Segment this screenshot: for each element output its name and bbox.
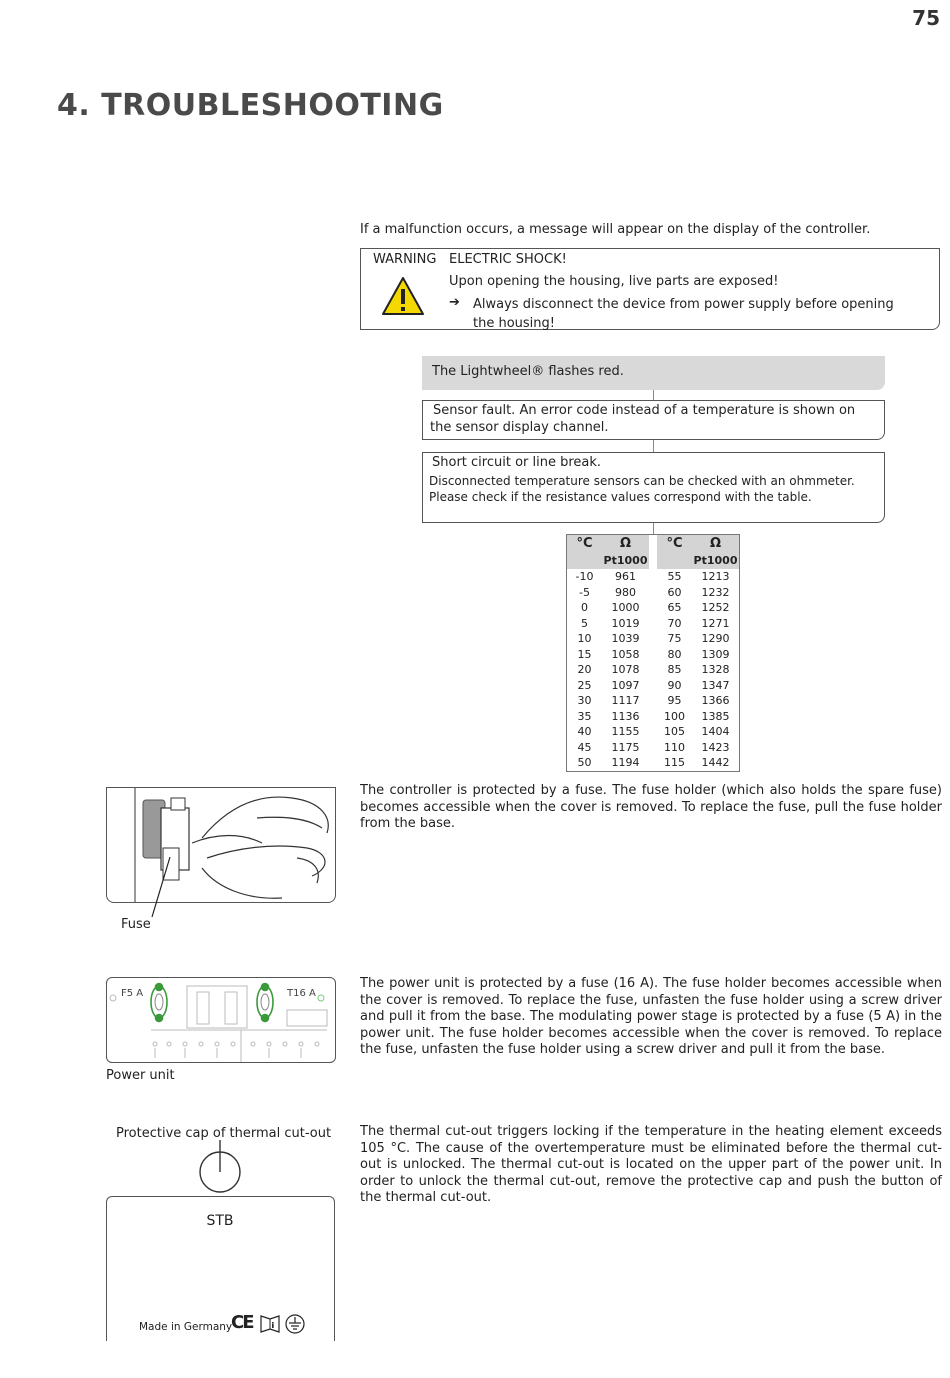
resistance-cell: 1155 [611, 725, 640, 739]
resistance-cell: 980 [615, 585, 636, 599]
intro-text: If a malfunction occurs, a message will appear on the display of the controller. [360, 222, 871, 237]
gap-cell [649, 631, 657, 647]
temperature-cell: 5 [581, 616, 588, 630]
resistance-cell: 1328 [701, 663, 730, 677]
gap-cell [649, 740, 657, 756]
resistance-cell: 1271 [701, 616, 730, 630]
power-unit-caption: Power unit [106, 1068, 175, 1083]
resistance-cell: 1000 [611, 601, 640, 615]
fuse-text: The controller is protected by a fuse. The fuse holder (which also holds the spare fuse) becomes accessible when the cover is removed. To replace the fuse, pull the fuse holder from the base. [360, 783, 942, 831]
resistance-cell: 1347 [701, 678, 730, 692]
resistance-cell: 1404 [701, 725, 730, 739]
fuse-caption: Fuse [121, 917, 151, 932]
power-unit-text: The power unit is protected by a fuse (16 A). The fuse holder becomes accessible when the cover is removed. To replace the fuse, unfasten the fuse holder using a screw driver and pull it from the base. The modulating power stage is protected by a fuse (5 A) in the power unit. The fuse holder becomes accessible when the cover is removed. To replace the fuse, unfasten the fuse holder using a screw driver and pull it from the base. [360, 976, 942, 1057]
table-row [567, 678, 739, 694]
header-pt1000: Pt1000 [603, 554, 648, 567]
resistance-cell: 1117 [611, 694, 640, 708]
temperature-cell: 115 [664, 756, 685, 770]
flow-connector [653, 523, 654, 534]
header-ohm: Ω [692, 535, 739, 552]
resistance-cell: 1213 [701, 570, 730, 584]
gap-cell [649, 693, 657, 709]
temperature-cell: 95 [667, 694, 682, 708]
resistance-cell: 1423 [701, 740, 730, 754]
flow-step3-text: Disconnected temperature sensors can be checked with an ohmmeter. Please check if the resistance values correspond with the table. [429, 474, 855, 504]
flow-connector [653, 390, 654, 400]
table-row [567, 585, 739, 601]
table-row [567, 616, 739, 632]
temperature-cell: -10 [575, 570, 594, 584]
stb-label: STB [206, 1213, 234, 1229]
header-celsius: °C [657, 535, 692, 552]
resistance-cell: 1136 [611, 709, 640, 723]
temperature-cell: 65 [667, 601, 682, 615]
table-row [567, 724, 739, 740]
gap-cell [649, 709, 657, 725]
resistance-cell: 1290 [701, 632, 730, 646]
temperature-cell: 60 [667, 585, 682, 599]
resistance-cell: 961 [615, 570, 636, 584]
temperature-cell: 55 [667, 570, 682, 584]
header-celsius: °C [567, 535, 602, 552]
temperature-cell: 75 [667, 632, 682, 646]
gap-cell [649, 662, 657, 678]
gap-cell [649, 647, 657, 663]
resistance-cell: 1232 [701, 585, 730, 599]
temperature-cell: 15 [577, 647, 592, 661]
flow-connector [653, 440, 654, 452]
resistance-cell: 1385 [701, 709, 730, 723]
table-row [567, 755, 739, 771]
made-in-germany: Made in Germany [139, 1321, 233, 1333]
f5a-label: F5 A [121, 988, 144, 999]
fuse-holder-hand-drawing [107, 788, 336, 903]
temperature-cell: 35 [577, 709, 592, 723]
resistance-cell: 1366 [701, 694, 730, 708]
resistance-cell: 1039 [611, 632, 640, 646]
temperature-cell: 105 [664, 725, 685, 739]
page-title: 4. TROUBLESHOOTING [57, 88, 444, 123]
header-ohm: Ω [602, 535, 649, 552]
temperature-cell: -5 [579, 585, 590, 599]
table-row [567, 569, 739, 585]
table-row [567, 709, 739, 725]
resistance-table-frame [566, 534, 740, 772]
flow-step2-text: Sensor fault. An error code instead of a temperature is shown on the sensor display channel. [430, 403, 856, 435]
temperature-cell: 100 [664, 709, 685, 723]
resistance-cell: 1019 [611, 616, 640, 630]
stb-housing [106, 1196, 335, 1341]
temperature-cell: 50 [577, 756, 592, 770]
flow-step1-text: The Lightwheel® flashes red. [432, 364, 624, 379]
gap-cell [649, 616, 657, 632]
gap-cell [649, 678, 657, 694]
flow-step-short-circuit [422, 452, 885, 523]
t16a-label: T16 A [287, 988, 316, 999]
temperature-cell: 110 [664, 740, 685, 754]
resistance-cell: 1252 [701, 601, 730, 615]
temperature-cell: 0 [581, 601, 588, 615]
flow-step3-title: Short circuit or line break. [432, 455, 602, 470]
gap-cell [649, 600, 657, 616]
arrow-right-icon: ➔ [449, 295, 460, 310]
thermal-cap-drawing [196, 1138, 246, 1198]
flow-step-sensor-fault [422, 400, 885, 440]
resistance-table [567, 535, 739, 771]
power-unit-illustration [106, 977, 336, 1063]
resistance-cell: 1194 [611, 756, 640, 770]
table-row [567, 631, 739, 647]
warning-title: ELECTRIC SHOCK! [449, 252, 567, 267]
gap-cell [649, 755, 657, 771]
resistance-cell: 1175 [611, 740, 640, 754]
header-pt1000: Pt1000 [693, 554, 738, 567]
temperature-cell: 80 [667, 647, 682, 661]
temperature-cell: 20 [577, 663, 592, 677]
resistance-cell: 1058 [611, 647, 640, 661]
ce-mark-icon: CE [231, 1312, 253, 1333]
resistance-cell: 1097 [611, 678, 640, 692]
table-row [567, 662, 739, 678]
fuse-illustration [106, 787, 336, 903]
thermal-text: The thermal cut-out triggers locking if the temperature in the heating element exceeds 105 °C. The cause of the overtemperature must be eliminated before the thermal cut-out is unlocked. The thermal cut-out is located on the upper part of the power unit. In order to unlock the thermal cut-out, remove the protective cap and push the button of the thermal cut-out. [360, 1124, 942, 1205]
temperature-cell: 30 [577, 694, 592, 708]
temperature-cell: 85 [667, 663, 682, 677]
gap-cell [649, 585, 657, 601]
svg-text:i: i [271, 1321, 275, 1330]
fuse-pointer-line [148, 855, 178, 920]
table-row [567, 647, 739, 663]
resistance-cell: 1442 [701, 756, 730, 770]
table-row [567, 600, 739, 616]
warning-label: WARNING [373, 252, 437, 267]
page-number: 75 [912, 6, 940, 30]
gap-cell [649, 724, 657, 740]
temperature-cell: 10 [577, 632, 592, 646]
temperature-cell: 70 [667, 616, 682, 630]
temperature-cell: 45 [577, 740, 592, 754]
warning-triangle-icon [381, 276, 425, 316]
warning-box [360, 248, 940, 330]
manual-and-ground-icons [259, 1313, 309, 1335]
temperature-cell: 90 [667, 678, 682, 692]
table-row [567, 693, 739, 709]
flow-step-lightwheel [422, 356, 885, 390]
temperature-cell: 40 [577, 725, 592, 739]
warning-action: Always disconnect the device from power supply before opening the housing! [473, 297, 894, 331]
gap-cell [649, 569, 657, 585]
warning-line1: Upon opening the housing, live parts are exposed! [449, 274, 779, 289]
table-row [567, 740, 739, 756]
thermal-caption: Protective cap of thermal cut-out [116, 1126, 332, 1141]
resistance-cell: 1309 [701, 647, 730, 661]
temperature-cell: 25 [577, 678, 592, 692]
resistance-cell: 1078 [611, 663, 640, 677]
